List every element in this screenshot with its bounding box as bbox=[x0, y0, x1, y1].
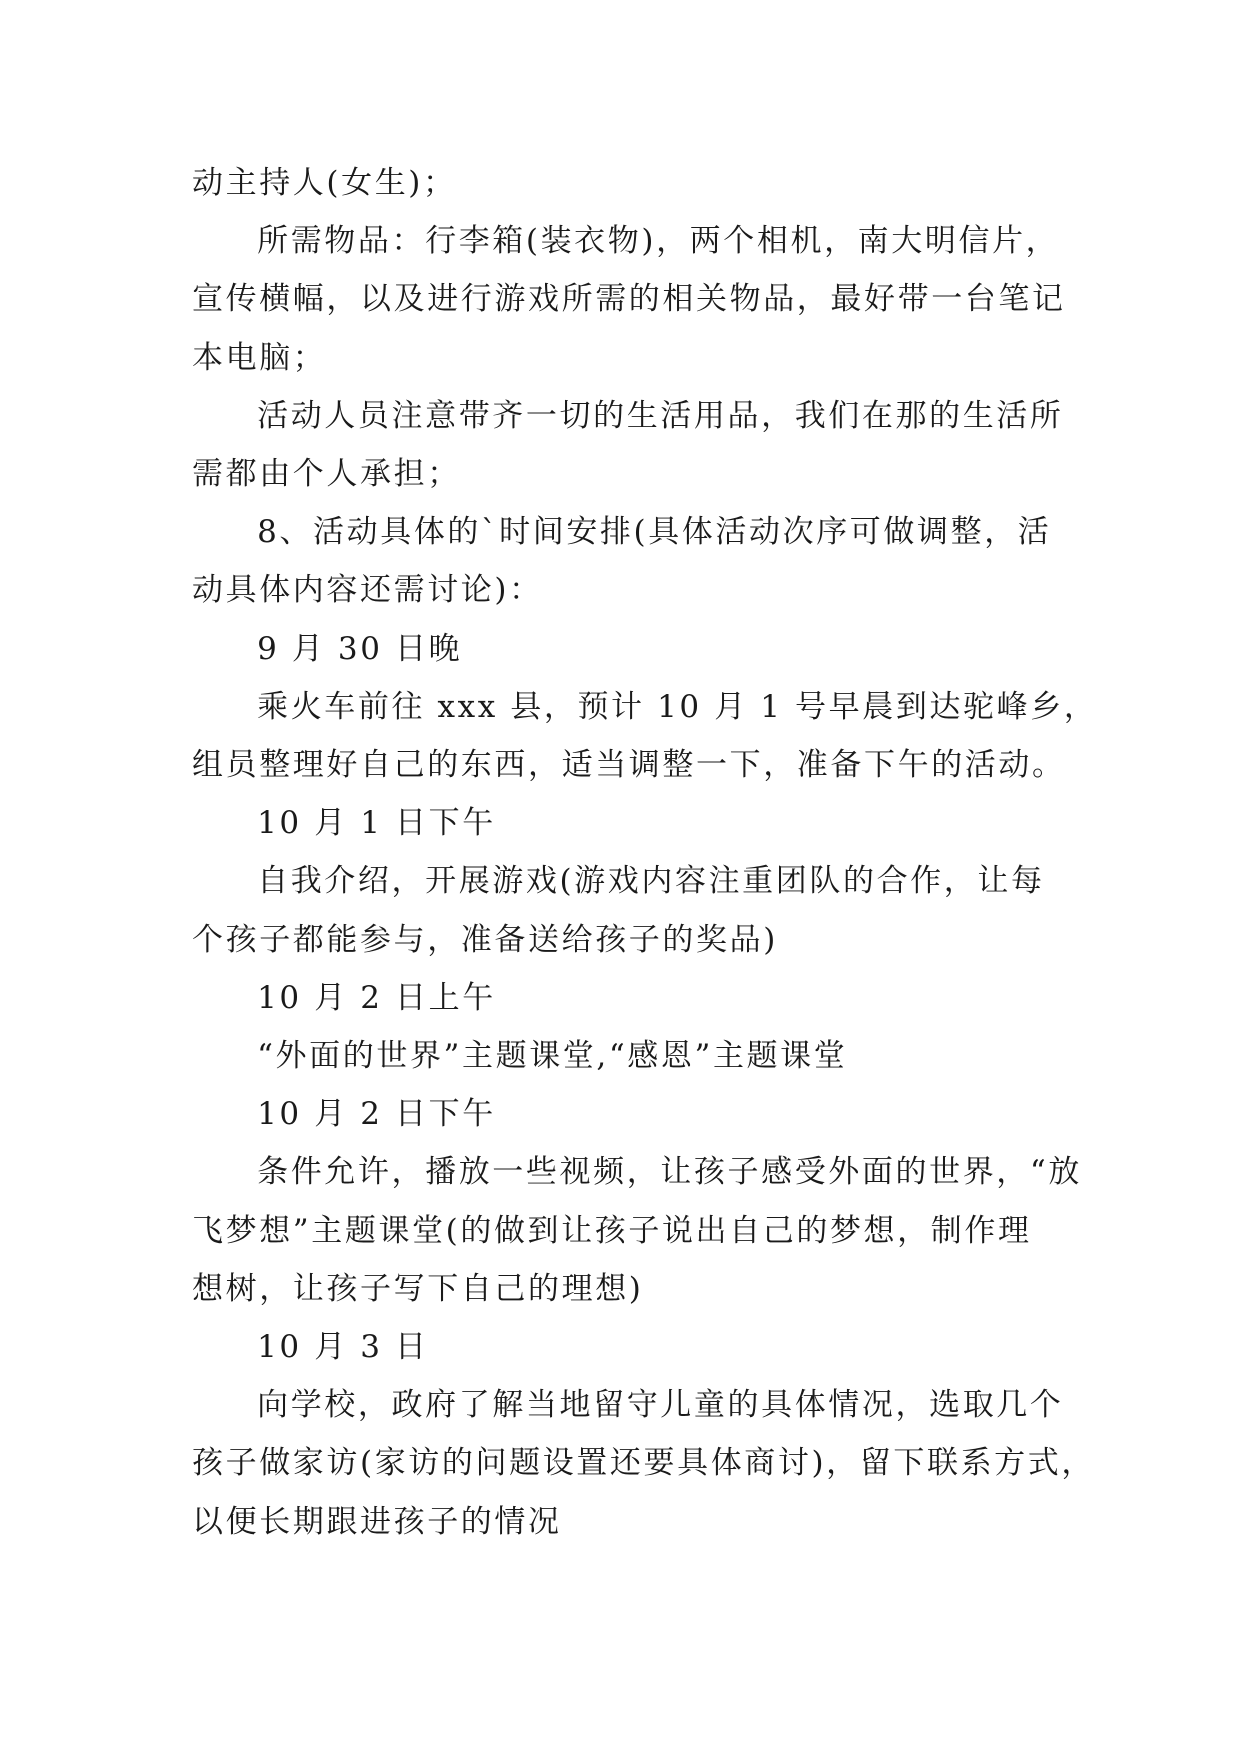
paragraph bbox=[192, 1027, 1062, 1085]
paragraph bbox=[192, 852, 1062, 968]
text-line: 10 月 2 日下午 bbox=[257, 1096, 496, 1133]
text-line: 自我介绍，开展游戏(游戏内容注重团队的合作，让每 bbox=[257, 863, 1045, 900]
paragraph bbox=[192, 1143, 1082, 1318]
text-line: 10 月 1 日下午 bbox=[257, 805, 496, 842]
paragraph bbox=[192, 154, 1062, 212]
paragraph bbox=[192, 620, 1062, 678]
text-line: 以便长期跟进孩子的情况 bbox=[192, 1503, 562, 1540]
text-line: 飞梦想”主题课堂(的做到让孩子说出自己的梦想，制作理 bbox=[192, 1212, 1032, 1249]
paragraph bbox=[192, 387, 1062, 503]
paragraph bbox=[192, 794, 1062, 852]
paragraph bbox=[192, 678, 1098, 794]
text-line: 条件允许，播放一些视频，让孩子感受外面的世界，“放 bbox=[257, 1154, 1082, 1191]
text-line: 孩子做家访(家访的问题设置还要具体商讨)，留下联系方式， bbox=[192, 1445, 1095, 1482]
text-line: 乘火车前往 xxx 县，预计 10 月 1 号早晨到达驼峰乡， bbox=[257, 688, 1098, 725]
paragraph bbox=[192, 1085, 1062, 1143]
paragraph bbox=[192, 503, 1062, 619]
paragraph bbox=[192, 969, 1062, 1027]
text-line: 10 月 2 日上午 bbox=[257, 979, 496, 1016]
paragraph bbox=[192, 1318, 1062, 1376]
text-line: 本电脑； bbox=[192, 339, 327, 376]
text-line: 宣传横幅，以及进行游戏所需的相关物品，最好带一台笔记 bbox=[192, 281, 1066, 318]
text-line: 需都由个人承担； bbox=[192, 456, 461, 493]
text-line: 10 月 3 日 bbox=[257, 1329, 429, 1366]
text-line: 向学校，政府了解当地留守儿童的具体情况，选取几个 bbox=[257, 1387, 1064, 1424]
text-line: 组员整理好自己的东西，适当调整一下，准备下午的活动。 bbox=[192, 747, 1066, 784]
text-line: 所需物品：行李箱(装衣物)，两个相机，南大明信片， bbox=[257, 223, 1060, 260]
text-line: 想树，让孩子写下自己的理想) bbox=[192, 1270, 644, 1307]
paragraph bbox=[192, 212, 1066, 387]
text-line: 8、活动具体的`时间安排(具体活动次序可做调整，活 bbox=[257, 514, 1052, 551]
text-line: 个孩子都能参与，准备送给孩子的奖品) bbox=[192, 921, 778, 958]
document-body bbox=[192, 154, 1098, 1551]
text-line: 活动人员注意带齐一切的生活用品，我们在那的生活所 bbox=[257, 397, 1064, 434]
text-line: 动主持人(女生)； bbox=[192, 165, 457, 201]
text-line: 动具体内容还需讨论)： bbox=[192, 572, 543, 609]
text-line: “外面的世界”主题课堂,“感恩”主题课堂 bbox=[257, 1038, 848, 1075]
text-line: 9 月 30 日晚 bbox=[257, 630, 463, 667]
paragraph bbox=[192, 1376, 1095, 1551]
